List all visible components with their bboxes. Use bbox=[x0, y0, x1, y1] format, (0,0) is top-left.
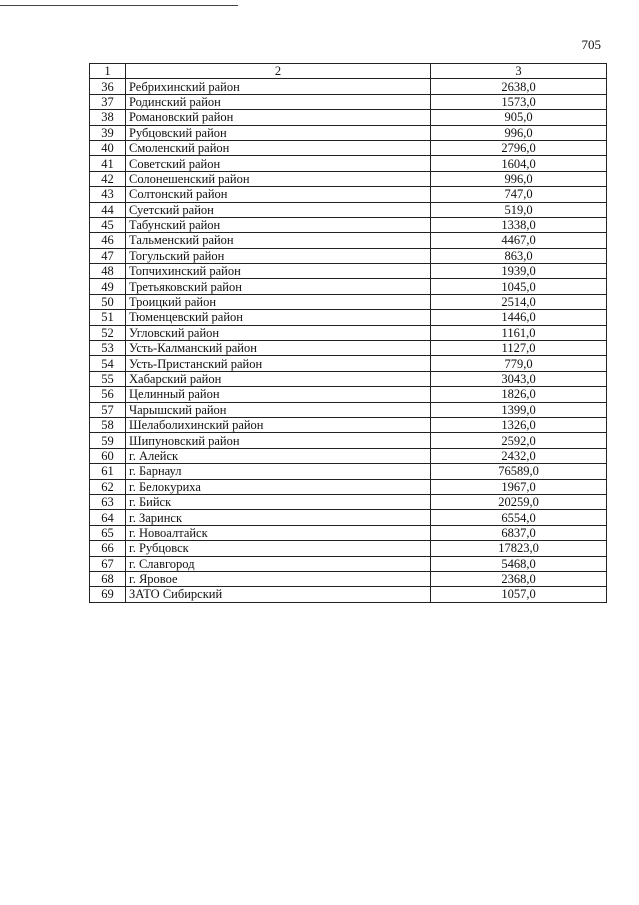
amount-value: 747,0 bbox=[431, 187, 607, 202]
table-row bbox=[90, 433, 607, 448]
district-name: Шипуновский район bbox=[126, 433, 431, 448]
amount-value: 2514,0 bbox=[431, 294, 607, 309]
table-row bbox=[90, 387, 607, 402]
table-row bbox=[90, 310, 607, 325]
amount-value: 5468,0 bbox=[431, 556, 607, 571]
district-name: Смоленский район bbox=[126, 140, 431, 155]
table-row bbox=[90, 140, 607, 155]
district-name: г. Алейск bbox=[126, 448, 431, 463]
district-name: Шелаболихинский район bbox=[126, 417, 431, 432]
row-number: 43 bbox=[90, 187, 126, 202]
district-name: Чарышский район bbox=[126, 402, 431, 417]
district-name: Табунский район bbox=[126, 217, 431, 232]
amount-value: 76589,0 bbox=[431, 464, 607, 479]
amount-value: 1939,0 bbox=[431, 264, 607, 279]
row-number: 59 bbox=[90, 433, 126, 448]
row-number: 62 bbox=[90, 479, 126, 494]
table-row bbox=[90, 264, 607, 279]
row-number: 46 bbox=[90, 233, 126, 248]
table-row bbox=[90, 217, 607, 232]
district-name: г. Новоалтайск bbox=[126, 525, 431, 540]
amount-value: 2796,0 bbox=[431, 140, 607, 155]
amount-value: 6837,0 bbox=[431, 525, 607, 540]
data-table bbox=[89, 63, 607, 603]
row-number: 69 bbox=[90, 587, 126, 602]
table-row bbox=[90, 233, 607, 248]
district-name: ЗАТО Сибирский bbox=[126, 587, 431, 602]
row-number: 39 bbox=[90, 125, 126, 140]
row-number: 37 bbox=[90, 94, 126, 109]
district-name: г. Яровое bbox=[126, 571, 431, 586]
row-number: 38 bbox=[90, 110, 126, 125]
row-number: 42 bbox=[90, 171, 126, 186]
row-number: 68 bbox=[90, 571, 126, 586]
row-number: 57 bbox=[90, 402, 126, 417]
table-row bbox=[90, 110, 607, 125]
amount-value: 1446,0 bbox=[431, 310, 607, 325]
table-row bbox=[90, 202, 607, 217]
district-name: Тальменский район bbox=[126, 233, 431, 248]
table-row bbox=[90, 525, 607, 540]
table-row bbox=[90, 279, 607, 294]
table-row bbox=[90, 510, 607, 525]
district-name: г. Барнаул bbox=[126, 464, 431, 479]
amount-value: 779,0 bbox=[431, 356, 607, 371]
amount-value: 863,0 bbox=[431, 248, 607, 263]
table-row bbox=[90, 325, 607, 340]
row-number: 56 bbox=[90, 387, 126, 402]
row-number: 64 bbox=[90, 510, 126, 525]
amount-value: 4467,0 bbox=[431, 233, 607, 248]
header-col-number: 1 bbox=[90, 64, 126, 79]
row-number: 66 bbox=[90, 541, 126, 556]
row-number: 58 bbox=[90, 417, 126, 432]
table-row bbox=[90, 541, 607, 556]
row-number: 49 bbox=[90, 279, 126, 294]
district-name: Тогульский район bbox=[126, 248, 431, 263]
amount-value: 2592,0 bbox=[431, 433, 607, 448]
header-col-value: 3 bbox=[431, 64, 607, 79]
table-row bbox=[90, 402, 607, 417]
district-name: г. Славгород bbox=[126, 556, 431, 571]
table-row bbox=[90, 156, 607, 171]
row-number: 36 bbox=[90, 79, 126, 94]
district-name: Солонешенский район bbox=[126, 171, 431, 186]
row-number: 60 bbox=[90, 448, 126, 463]
table-row bbox=[90, 417, 607, 432]
header-col-name: 2 bbox=[126, 64, 431, 79]
amount-value: 1573,0 bbox=[431, 94, 607, 109]
row-number: 54 bbox=[90, 356, 126, 371]
amount-value: 1967,0 bbox=[431, 479, 607, 494]
page-number: 705 bbox=[581, 37, 601, 52]
row-number: 67 bbox=[90, 556, 126, 571]
amount-value: 1057,0 bbox=[431, 587, 607, 602]
table-header bbox=[90, 64, 607, 79]
amount-value: 20259,0 bbox=[431, 494, 607, 509]
table-row bbox=[90, 79, 607, 94]
table-row bbox=[90, 494, 607, 509]
district-name: Усть-Калманский район bbox=[126, 341, 431, 356]
amount-value: 1326,0 bbox=[431, 417, 607, 432]
table-row bbox=[90, 125, 607, 140]
amount-value: 996,0 bbox=[431, 171, 607, 186]
amount-value: 1826,0 bbox=[431, 387, 607, 402]
district-name: Романовский район bbox=[126, 110, 431, 125]
amount-value: 1045,0 bbox=[431, 279, 607, 294]
district-name: Угловский район bbox=[126, 325, 431, 340]
amount-value: 996,0 bbox=[431, 125, 607, 140]
row-number: 45 bbox=[90, 217, 126, 232]
row-number: 51 bbox=[90, 310, 126, 325]
row-number: 61 bbox=[90, 464, 126, 479]
row-number: 52 bbox=[90, 325, 126, 340]
table-row bbox=[90, 171, 607, 186]
table-row bbox=[90, 556, 607, 571]
district-name: г. Белокуриха bbox=[126, 479, 431, 494]
table-row bbox=[90, 371, 607, 386]
district-name: г. Рубцовск bbox=[126, 541, 431, 556]
district-name: Рубцовский район bbox=[126, 125, 431, 140]
amount-value: 1399,0 bbox=[431, 402, 607, 417]
table-row bbox=[90, 187, 607, 202]
row-number: 65 bbox=[90, 525, 126, 540]
district-name: Родинский район bbox=[126, 94, 431, 109]
amount-value: 1604,0 bbox=[431, 156, 607, 171]
table-row bbox=[90, 356, 607, 371]
table-row bbox=[90, 479, 607, 494]
top-rule bbox=[0, 5, 238, 6]
district-name: Усть-Пристанский район bbox=[126, 356, 431, 371]
table-row bbox=[90, 294, 607, 309]
table-row bbox=[90, 341, 607, 356]
row-number: 63 bbox=[90, 494, 126, 509]
amount-value: 3043,0 bbox=[431, 371, 607, 386]
row-number: 55 bbox=[90, 371, 126, 386]
amount-value: 1161,0 bbox=[431, 325, 607, 340]
amount-value: 905,0 bbox=[431, 110, 607, 125]
district-name: Хабарский район bbox=[126, 371, 431, 386]
table-body bbox=[90, 79, 607, 602]
district-name: Топчихинский район bbox=[126, 264, 431, 279]
amount-value: 1127,0 bbox=[431, 341, 607, 356]
amount-value: 1338,0 bbox=[431, 217, 607, 232]
amount-value: 6554,0 bbox=[431, 510, 607, 525]
amount-value: 2638,0 bbox=[431, 79, 607, 94]
row-number: 48 bbox=[90, 264, 126, 279]
amount-value: 17823,0 bbox=[431, 541, 607, 556]
amount-value: 2432,0 bbox=[431, 448, 607, 463]
row-number: 53 bbox=[90, 341, 126, 356]
table-row bbox=[90, 248, 607, 263]
amount-value: 2368,0 bbox=[431, 571, 607, 586]
row-number: 41 bbox=[90, 156, 126, 171]
district-name: Целинный район bbox=[126, 387, 431, 402]
district-name: г. Заринск bbox=[126, 510, 431, 525]
table-row bbox=[90, 571, 607, 586]
district-name: Суетский район bbox=[126, 202, 431, 217]
district-name: Ребрихинский район bbox=[126, 79, 431, 94]
table-row bbox=[90, 448, 607, 463]
row-number: 40 bbox=[90, 140, 126, 155]
district-name: Троицкий район bbox=[126, 294, 431, 309]
district-name: Третьяковский район bbox=[126, 279, 431, 294]
district-name: г. Бийск bbox=[126, 494, 431, 509]
district-name: Тюменцевский район bbox=[126, 310, 431, 325]
table-row bbox=[90, 464, 607, 479]
row-number: 50 bbox=[90, 294, 126, 309]
amount-value: 519,0 bbox=[431, 202, 607, 217]
table-row bbox=[90, 94, 607, 109]
header-row bbox=[90, 64, 607, 79]
district-name: Солтонский район bbox=[126, 187, 431, 202]
table-row bbox=[90, 587, 607, 602]
district-name: Советский район bbox=[126, 156, 431, 171]
row-number: 44 bbox=[90, 202, 126, 217]
row-number: 47 bbox=[90, 248, 126, 263]
